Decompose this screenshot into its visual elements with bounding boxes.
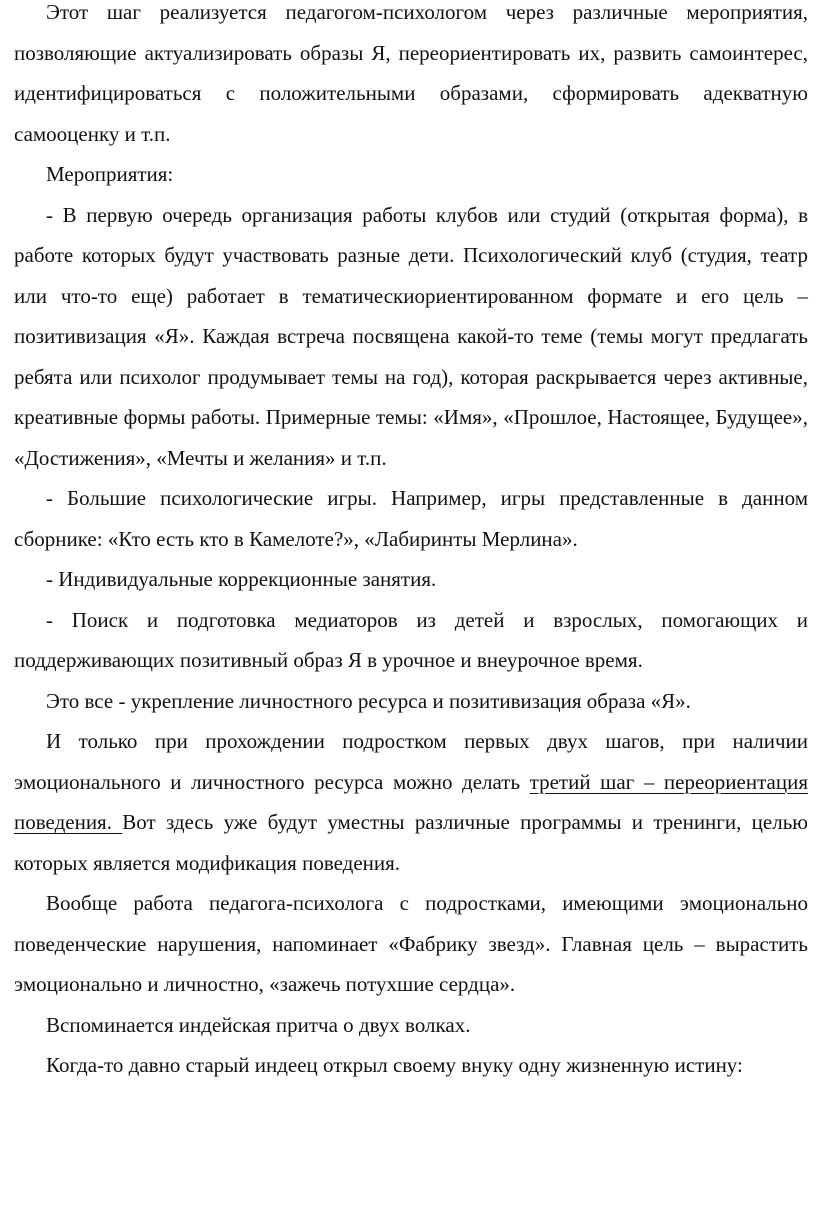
paragraph-step-description: Этот шаг реализуется педагогом-психологом через различные мероприятия, позволяющие актуализировать образы Я, переориентировать их, развить самоинтерес, идентифицироваться с положительными образами, сформировать адекватную самооценку и т.п. xyxy=(14,0,808,146)
third-step-outro-text: Вот здесь уже будут уместны различные программы и тренинги, целью которых является модификация поведения. xyxy=(14,810,808,875)
list-item-games: - Большие психологические игры. Например, игры представленные в данном сборнике: «Кто есть кто в Камелоте?», «Лабиринты Мерлина». xyxy=(14,486,808,551)
third-step-intro-text: И только при прохождении подростком первых двух шагов, при наличии эмоционального и личностного ресурса можно делать xyxy=(14,729,808,794)
paragraph-star-factory: Вообще работа педагога-психолога с подростками, имеющими эмоционально поведенческие нарушения, напоминает «Фабрику звезд». Главная цель – вырастить эмоционально и личностно, «зажечь потухшие сердца». xyxy=(14,891,808,996)
paragraph-parable-intro: Вспоминается индейская притча о двух волках. xyxy=(46,1012,471,1037)
list-item-mediators: - Поиск и подготовка медиаторов из детей и взрослых, помогающих и поддерживающих позитивный образ Я в урочное и внеурочное время. xyxy=(14,607,808,672)
third-step-underlined-text: третий шаг – переориентация поведения. xyxy=(14,769,808,834)
paragraph-third-step xyxy=(14,721,808,883)
document-body xyxy=(14,0,808,1086)
paragraph-summary: Это все - укрепление личностного ресурса и позитивизация образа «Я». xyxy=(46,688,691,713)
list-item-clubs: - В первую очередь организация работы клубов или студий (открытая форма), в работе которых будут участвовать разные дети. Психологический клуб (студия, театр или что-то еще) работает в тематическиориентированном формате и его цель – позитивизация «Я». Каждая встреча посвящена какой-то теме (темы могут предлагать ребята или психолог продумывает темы на год), которая раскрывается через активные, креативные формы работы. Примерные темы: «Имя», «Прошлое, Настоящее, Будущее», «Достижения», «Мечты и желания» и т.п. xyxy=(14,202,808,470)
paragraph-parable-start: Когда-то давно старый индеец открыл своему внуку одну жизненную истину: xyxy=(46,1053,743,1077)
paragraph-activities-heading: Мероприятия: xyxy=(46,162,174,186)
list-item-individual-sessions: - Индивидуальные коррекционные занятия. xyxy=(46,567,437,591)
